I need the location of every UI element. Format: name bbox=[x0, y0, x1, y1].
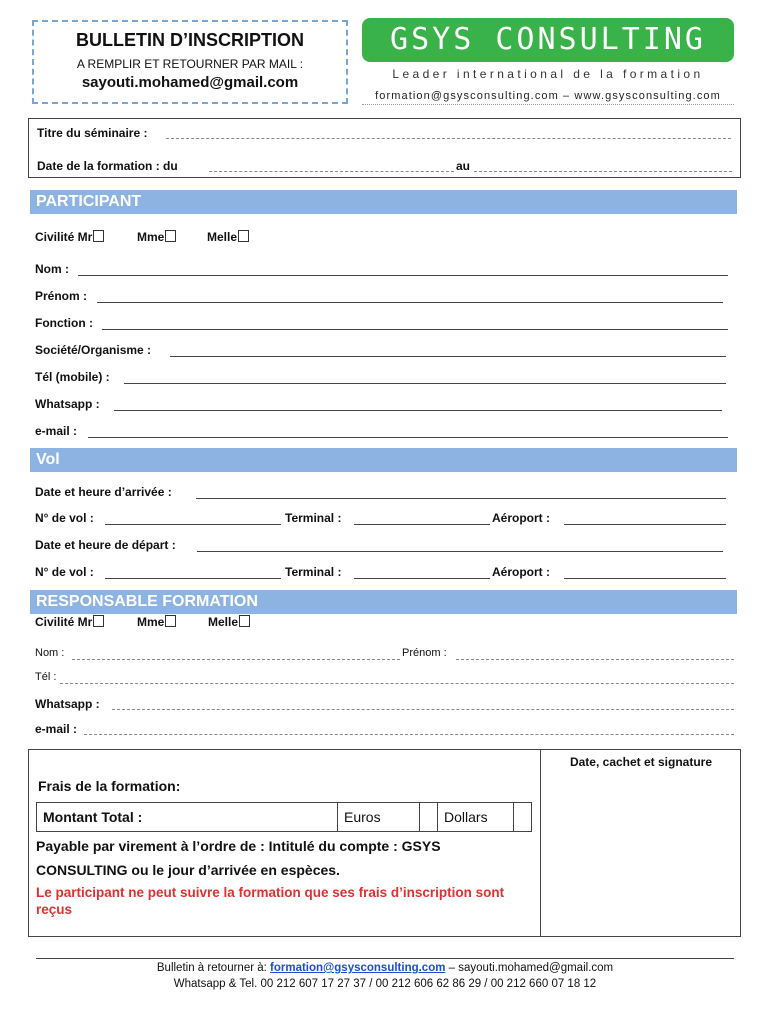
departure-flight-field[interactable] bbox=[105, 578, 281, 579]
departure-airport-field[interactable] bbox=[564, 578, 726, 579]
arrival-terminal-field[interactable] bbox=[354, 524, 490, 525]
resp-prenom-label: Prénom : bbox=[402, 647, 447, 659]
resp-nom-field[interactable] bbox=[72, 659, 400, 660]
resp-melle bbox=[208, 615, 250, 629]
seminar-box bbox=[28, 118, 741, 178]
seminar-title-label: Titre du séminaire : bbox=[37, 126, 148, 140]
resp-mr-label: Civilité Mr bbox=[35, 615, 93, 629]
arrival-airport-field[interactable] bbox=[564, 524, 726, 525]
arrival-terminal-label: Terminal : bbox=[285, 511, 342, 525]
departure-field[interactable] bbox=[197, 551, 723, 552]
signature-label: Date, cachet et signature bbox=[569, 755, 713, 769]
societe-label: Société/Organisme : bbox=[35, 343, 152, 357]
departure-flight-label: N° de vol : bbox=[35, 565, 94, 579]
payment-warning: Le participant ne peut suivre la formation que ses frais d’inscription sont reçus bbox=[36, 885, 505, 917]
whatsapp-field[interactable] bbox=[114, 410, 722, 411]
prenom-field[interactable] bbox=[97, 302, 723, 303]
departure-airport-label: Aéroport : bbox=[492, 565, 550, 579]
fonction-label: Fonction : bbox=[35, 316, 93, 330]
resp-melle-checkbox[interactable] bbox=[239, 615, 250, 627]
departure-label: Date et heure de départ : bbox=[35, 538, 176, 552]
resp-mme bbox=[137, 615, 176, 629]
footer-phone-line: Whatsapp & Tel. 00 212 607 17 27 37 / 00 212 606 62 86 29 / 00 212 660 07 18 12 bbox=[173, 978, 597, 990]
total-label: Montant Total : bbox=[43, 809, 143, 825]
arrival-flight-field[interactable] bbox=[105, 524, 281, 525]
brand-logo: GSYS CONSULTING bbox=[362, 18, 734, 62]
header-box bbox=[32, 20, 348, 104]
footer-email-link[interactable]: formation@gsysconsulting.com bbox=[270, 962, 446, 974]
civility-mme-label: Mme bbox=[137, 230, 165, 244]
departure-terminal-field[interactable] bbox=[354, 578, 490, 579]
resp-mr-checkbox[interactable] bbox=[93, 615, 104, 627]
mme-checkbox[interactable] bbox=[165, 230, 176, 242]
nom-label: Nom : bbox=[35, 262, 69, 276]
euros-cell[interactable]: Euros bbox=[337, 803, 419, 831]
societe-field[interactable] bbox=[170, 356, 726, 357]
footer-suffix: – sayouti.mohamed@gmail.com bbox=[448, 962, 614, 974]
dollars-cell[interactable]: Dollars bbox=[437, 803, 513, 831]
resp-tel-label: Tél : bbox=[35, 671, 57, 683]
tel-field[interactable] bbox=[124, 383, 726, 384]
resp-civility bbox=[35, 615, 104, 629]
euros-check-cell[interactable] bbox=[419, 803, 437, 831]
fonction-field[interactable] bbox=[102, 329, 728, 330]
email-label: e-mail : bbox=[35, 424, 78, 438]
arrival-flight-label: N° de vol : bbox=[35, 511, 94, 525]
resp-nom-label: Nom : bbox=[35, 647, 65, 659]
footer-divider bbox=[36, 958, 734, 959]
section-vol: Vol bbox=[30, 448, 737, 472]
resp-mme-label: Mme bbox=[137, 615, 165, 629]
brand-divider bbox=[362, 104, 734, 105]
amount-table bbox=[36, 802, 532, 832]
participant-melle bbox=[207, 230, 249, 244]
arrival-airport-label: Aéroport : bbox=[492, 511, 550, 525]
footer-prefix: Bulletin à retourner à: bbox=[156, 962, 267, 974]
seminar-date-label: Date de la formation : du bbox=[37, 159, 178, 173]
melle-checkbox[interactable] bbox=[238, 230, 249, 242]
fees-title: Frais de la formation: bbox=[38, 778, 181, 794]
resp-email-label: e-mail : bbox=[35, 722, 78, 736]
seminar-date-to-field[interactable] bbox=[474, 171, 732, 172]
form-subtitle: A REMPLIR ET RETOURNER PAR MAIL : bbox=[76, 57, 304, 71]
arrival-field[interactable] bbox=[196, 498, 726, 499]
email-field[interactable] bbox=[88, 437, 728, 438]
form-title: BULLETIN D’INSCRIPTION bbox=[76, 30, 304, 50]
brand-contact[interactable]: formation@gsysconsulting.com – www.gsysconsulting.com bbox=[375, 90, 721, 102]
prenom-label: Prénom : bbox=[35, 289, 88, 303]
participant-mme bbox=[137, 230, 176, 244]
resp-whatsapp-label: Whatsapp : bbox=[35, 697, 100, 711]
participant-civility bbox=[35, 230, 104, 244]
mr-checkbox[interactable] bbox=[93, 230, 104, 242]
payment-instructions: Payable par virement à l’ordre de : Intitulé du compte : GSYS CONSULTING ou le jour d’arrivée en espèces. bbox=[36, 838, 441, 878]
return-email[interactable]: sayouti.mohamed@gmail.com bbox=[81, 74, 299, 91]
seminar-title-field[interactable] bbox=[166, 138, 731, 139]
dollars-check-cell[interactable] bbox=[513, 803, 531, 831]
section-participant: PARTICIPANT bbox=[30, 190, 737, 214]
resp-prenom-field[interactable] bbox=[456, 659, 734, 660]
civility-melle-label: Melle bbox=[207, 230, 238, 244]
signature-divider bbox=[540, 749, 541, 937]
resp-tel-field[interactable] bbox=[60, 683, 734, 684]
brand-tagline: Leader international de la formation bbox=[392, 67, 704, 81]
resp-melle-label: Melle bbox=[208, 615, 239, 629]
resp-whatsapp-field[interactable] bbox=[112, 709, 734, 710]
footer-return-line bbox=[0, 962, 770, 974]
civility-mr-label: Civilité Mr bbox=[35, 230, 93, 244]
tel-label: Tél (mobile) : bbox=[35, 370, 110, 384]
resp-mme-checkbox[interactable] bbox=[165, 615, 176, 627]
seminar-date-to-label: au bbox=[456, 159, 471, 173]
whatsapp-label: Whatsapp : bbox=[35, 397, 100, 411]
departure-terminal-label: Terminal : bbox=[285, 565, 342, 579]
section-responsable: RESPONSABLE FORMATION bbox=[30, 590, 737, 614]
nom-field[interactable] bbox=[78, 275, 728, 276]
arrival-label: Date et heure d’arrivée : bbox=[35, 485, 172, 499]
seminar-date-from-field[interactable] bbox=[209, 171, 454, 172]
resp-email-field[interactable] bbox=[84, 734, 734, 735]
